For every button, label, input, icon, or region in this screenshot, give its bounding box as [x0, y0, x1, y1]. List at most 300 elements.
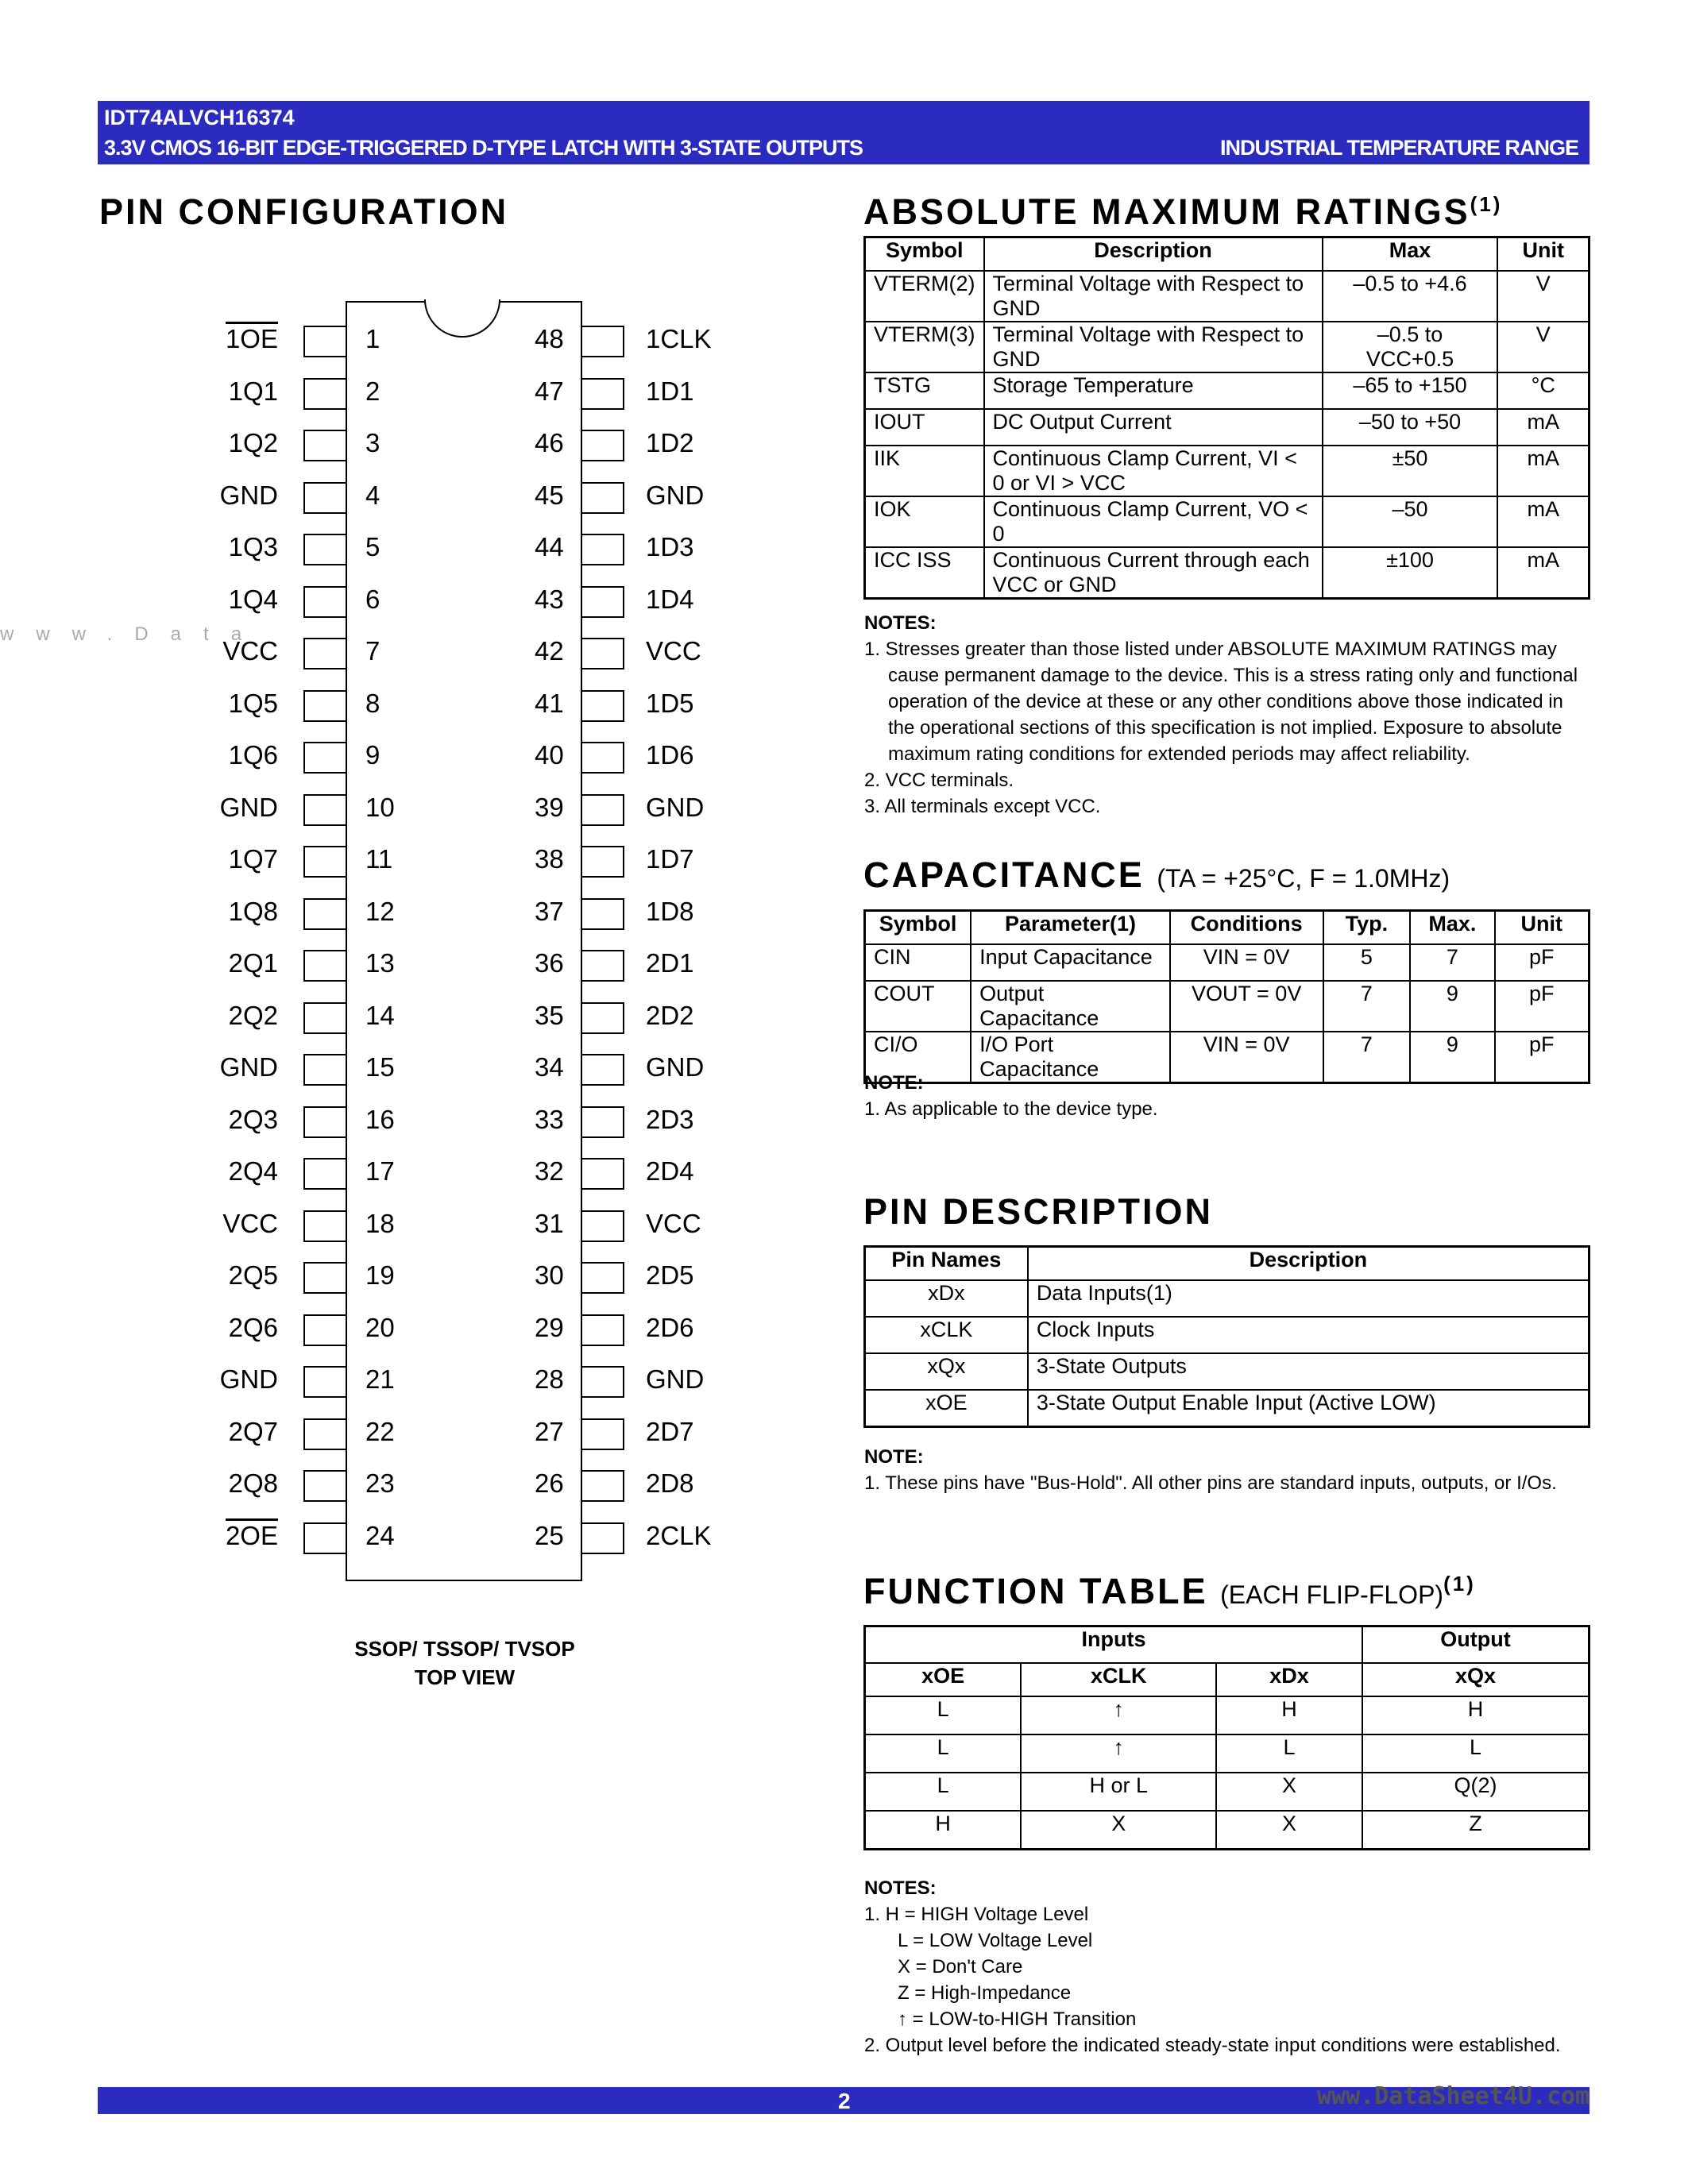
pin-name-text: GND: [219, 1364, 278, 1394]
pin-number: 42: [535, 636, 564, 666]
column-header: xDx: [1216, 1663, 1362, 1696]
pin-lead-left: [303, 1470, 346, 1502]
column-header: Unit: [1497, 237, 1589, 272]
pin-number: 8: [365, 688, 380, 718]
pin-number: 38: [535, 844, 564, 874]
pin-lead-right: [582, 1366, 624, 1398]
table-cell: pF: [1495, 1032, 1590, 1083]
pin-lead-left: [303, 586, 346, 618]
column-header: Symbol: [865, 911, 971, 945]
pin-name: [229, 740, 278, 770]
table-row: [865, 944, 1590, 981]
table-cell: TSTG: [865, 372, 984, 409]
table-row: [865, 1317, 1590, 1353]
pin-name: [229, 1260, 278, 1291]
pin-name-text: VCC: [222, 1208, 278, 1238]
pin-name: [229, 844, 278, 874]
note-line: 1. H = HIGH Voltage Level: [864, 1904, 1089, 1925]
pin-name-text: 1Q1: [228, 376, 278, 406]
pin-lead-right: [582, 1106, 624, 1138]
pin-lead-left: [303, 1314, 346, 1346]
pin-name: [220, 1364, 278, 1395]
pin-name: [229, 532, 278, 562]
function-table-notes: [864, 1875, 1589, 2059]
pin-number: 7: [365, 636, 380, 666]
table-cell: Q(2): [1362, 1773, 1589, 1811]
pin-lead-left: [303, 846, 346, 878]
notes-label: NOTES:: [864, 612, 937, 634]
table-cell: IOUT: [865, 409, 984, 446]
table-cell: CI/O: [865, 1032, 971, 1083]
table-row: [865, 1280, 1590, 1317]
table-cell: mA: [1497, 496, 1589, 547]
table-cell: IIK: [865, 446, 984, 496]
table-cell: H: [1362, 1696, 1589, 1734]
pin-name: [229, 1001, 278, 1031]
abs-max-table: [863, 236, 1590, 600]
pin-name-text: 2Q5: [228, 1260, 278, 1290]
output-group-header: Output: [1362, 1626, 1589, 1664]
table-cell: xCLK: [865, 1317, 1028, 1353]
pin-name: [222, 636, 278, 666]
column-header: Conditions: [1170, 911, 1323, 945]
pin-lead-right: [582, 1522, 624, 1554]
table-cell: mA: [1497, 446, 1589, 496]
pin-number: 18: [365, 1208, 395, 1238]
pin-lead-right: [582, 950, 624, 982]
pin-name-text: 1Q8: [228, 896, 278, 926]
notes-label: NOTES:: [864, 1877, 937, 1899]
note-line: 1. Stresses greater than those listed under ABSOLUTE MAXIMUM RATINGS may cause permanent damage to the device. This is a stress rating only and functional operation of the device at these or any other conditions above those indicated in the operational sections of this specification is not implied. Exposure to absolute maximum rating conditions for extended periods may affect reliability.: [864, 639, 1578, 765]
pin-number: 35: [535, 1000, 564, 1030]
table-cell: Continuous Clamp Current, VO < 0: [984, 496, 1323, 547]
pin-name: GND: [646, 792, 705, 822]
pin-lead-right: [582, 794, 624, 826]
pin-config-title: PIN CONFIGURATION: [99, 191, 509, 232]
column-header: xQx: [1362, 1663, 1589, 1696]
pin-number: 2: [365, 376, 380, 406]
pin-number: 1: [365, 324, 380, 353]
pin-name: [222, 1209, 278, 1239]
table-cell: VTERM(3): [865, 322, 984, 372]
pin-lead-right: [582, 846, 624, 878]
pin-lead-right: [582, 430, 624, 461]
table-row: [865, 1773, 1590, 1811]
table-row: [865, 446, 1590, 496]
table-cell: DC Output Current: [984, 409, 1323, 446]
table-cell: ICC ISS: [865, 547, 984, 599]
pin-number: 48: [535, 324, 564, 353]
pin-lead-right: [582, 1314, 624, 1346]
pin-lead-right: [582, 1418, 624, 1450]
table-cell: VTERM(2): [865, 271, 984, 322]
note-line: 2. Output level before the indicated steady-state input conditions were established.: [864, 2035, 1561, 2056]
pin-lead-right: [582, 690, 624, 722]
pin-name: GND: [646, 480, 705, 510]
pin-number: 45: [535, 480, 564, 510]
pin-lead-right: [582, 326, 624, 357]
pin-name: [226, 324, 278, 354]
table-cell: 7: [1323, 1032, 1411, 1083]
pin-lead-left: [303, 950, 346, 982]
pin-name: 2D3: [646, 1104, 694, 1134]
column-header: Max: [1323, 237, 1498, 272]
pin-desc-title: PIN DESCRIPTION: [863, 1191, 1214, 1232]
pin-name: [229, 376, 278, 407]
pin-lead-right: [582, 1054, 624, 1086]
pin-number: 43: [535, 584, 564, 614]
pin-name-text: GND: [219, 792, 278, 822]
pin-lead-left: [303, 742, 346, 774]
capacitance-notes: [864, 1070, 1589, 1122]
column-header: Description: [984, 237, 1323, 272]
table-cell: L: [1216, 1734, 1362, 1773]
pin-name: 1CLK: [646, 324, 712, 353]
pin-lead-right: [582, 1210, 624, 1242]
pin-name: 1D1: [646, 376, 694, 406]
table-cell: VIN = 0V: [1170, 1032, 1323, 1083]
table-cell: ↑: [1021, 1734, 1216, 1773]
package-caption: [306, 1634, 624, 1692]
pin-number: 36: [535, 948, 564, 978]
pin-number: 46: [535, 428, 564, 457]
pin-lead-left: [303, 1418, 346, 1450]
column-header: Parameter(1): [971, 911, 1170, 945]
pin-name-text: 2Q1: [228, 948, 278, 978]
table-cell: 3-State Outputs: [1028, 1353, 1590, 1390]
pin-name: [229, 1468, 278, 1499]
pin-number: 16: [365, 1104, 395, 1134]
pin-name: 1D8: [646, 896, 694, 926]
table-cell: Terminal Voltage with Respect to GND: [984, 271, 1323, 322]
table-cell: mA: [1497, 409, 1589, 446]
pin-name: 2D7: [646, 1416, 694, 1446]
pin-name: 1D3: [646, 532, 694, 561]
pin-lead-right: [582, 534, 624, 565]
function-table: [863, 1625, 1590, 1850]
column-header: Typ.: [1323, 911, 1411, 945]
pin-name: 1D2: [646, 428, 694, 457]
pin-number: 28: [535, 1364, 564, 1394]
pin-number: 3: [365, 428, 380, 457]
table-cell: V: [1497, 271, 1589, 322]
table-row: [865, 1696, 1590, 1734]
pin-number: 47: [535, 376, 564, 406]
table-cell: H or L: [1021, 1773, 1216, 1811]
abs-max-notes: [864, 610, 1589, 820]
note-text: 1. As applicable to the device type.: [864, 1098, 1158, 1120]
table-cell: –50 to +50: [1323, 409, 1498, 446]
pin-number: 22: [365, 1416, 395, 1446]
table-cell: Data Inputs(1): [1028, 1280, 1590, 1317]
table-cell: xQx: [865, 1353, 1028, 1390]
pin-name-text: 1Q2: [228, 428, 278, 457]
table-cell: VIN = 0V: [1170, 944, 1323, 981]
note-line: X = Don't Care: [898, 1956, 1023, 1978]
capacitance-title: CAPACITANCE (TA = +25°C, F = 1.0MHz): [863, 855, 1450, 895]
pin-number: 27: [535, 1416, 564, 1446]
pin-number: 17: [365, 1156, 395, 1186]
table-cell: IOK: [865, 496, 984, 547]
pin-name: 2CLK: [646, 1520, 712, 1550]
pin-name-text: 2Q4: [228, 1156, 278, 1186]
table-cell: V: [1497, 322, 1589, 372]
table-cell: I/O Port Capacitance: [971, 1032, 1170, 1083]
table-row: [865, 1390, 1590, 1427]
pin-lead-left: [303, 534, 346, 565]
table-cell: °C: [1497, 372, 1589, 409]
pin-name: [229, 1417, 278, 1447]
pin-name-text: 1Q6: [228, 740, 278, 770]
inputs-group-header: Inputs: [865, 1626, 1363, 1664]
table-cell: 5: [1323, 944, 1411, 981]
table-cell: ↑: [1021, 1696, 1216, 1734]
table-row: [865, 496, 1590, 547]
pin-number: 6: [365, 584, 380, 614]
pin-number: 34: [535, 1052, 564, 1082]
pin-name: GND: [646, 1364, 705, 1394]
pin-number: 11: [365, 844, 393, 874]
pin-name: [229, 1156, 278, 1187]
table-cell: H: [865, 1811, 1022, 1850]
pin-name-text: 2Q6: [228, 1312, 278, 1342]
table-cell: 3-State Output Enable Input (Active LOW): [1028, 1390, 1590, 1427]
pin-desc-table: [863, 1245, 1590, 1428]
pin-name-text: 2Q7: [228, 1416, 278, 1446]
table-cell: Terminal Voltage with Respect to GND: [984, 322, 1323, 372]
pin-lead-left: [303, 482, 346, 514]
table-cell: –0.5 to VCC+0.5: [1323, 322, 1498, 372]
table-row: [865, 271, 1590, 322]
pin-name-text: 2Q2: [228, 1000, 278, 1030]
capacitance-table: [863, 909, 1590, 1084]
table-row: [865, 1353, 1590, 1390]
table-cell: CIN: [865, 944, 971, 981]
pin-lead-left: [303, 1158, 346, 1190]
table-row: [865, 1734, 1590, 1773]
note-line: L = LOW Voltage Level: [898, 1930, 1093, 1951]
pin-lead-left: [303, 1366, 346, 1398]
table-cell: Continuous Clamp Current, VI < 0 or VI > VCC: [984, 446, 1323, 496]
note-line: 3. All terminals except VCC.: [864, 796, 1101, 817]
note-line: 2. VCC terminals.: [864, 770, 1014, 791]
pin-name: 2D5: [646, 1260, 694, 1290]
pin-number: 33: [535, 1104, 564, 1134]
table-cell: xOE: [865, 1390, 1028, 1427]
pin-lead-right: [582, 898, 624, 930]
table-cell: Z: [1362, 1811, 1589, 1850]
pin-name: 2D8: [646, 1468, 694, 1498]
pin-name: [229, 689, 278, 719]
pin-lead-left: [303, 638, 346, 669]
pin-lead-right: [582, 1158, 624, 1190]
pin-name: [229, 897, 278, 927]
site-watermark: www.DataSheet4U.com: [1317, 2082, 1590, 2110]
table-cell: –50: [1323, 496, 1498, 547]
part-number: IDT74ALVCH16374: [104, 106, 295, 129]
pin-name: 2D4: [646, 1156, 694, 1186]
pin-name-text: 1Q3: [228, 532, 278, 561]
pin-lead-left: [303, 430, 346, 461]
note-label: NOTE:: [864, 1446, 924, 1468]
pin-lead-right: [582, 742, 624, 774]
pin-name-text: GND: [219, 1052, 278, 1082]
pin-number: 44: [535, 532, 564, 561]
pin-number: 23: [365, 1468, 395, 1498]
table-cell: 7: [1323, 981, 1411, 1032]
pin-number: 13: [365, 948, 395, 978]
pin-name-text: 2Q8: [228, 1468, 278, 1498]
pin-name: 1D4: [646, 584, 694, 614]
pin-lead-left: [303, 898, 346, 930]
table-cell: L: [1362, 1734, 1589, 1773]
page-number: 2: [838, 2089, 851, 2113]
page-header: [98, 101, 1590, 164]
column-header: Max.: [1410, 911, 1494, 945]
pin-name: [229, 585, 278, 615]
pin-lead-left: [303, 1106, 346, 1138]
function-table-title: FUNCTION TABLE (EACH FLIP-FLOP)$^{(1)}$: [863, 1571, 1476, 1611]
table-row: [865, 409, 1590, 446]
pin-number: 10: [365, 792, 395, 822]
table-cell: pF: [1495, 981, 1590, 1032]
pin-name: 2D6: [646, 1312, 694, 1342]
table-cell: –0.5 to +4.6: [1323, 271, 1498, 322]
table-cell: ±50: [1323, 446, 1498, 496]
note-line: Z = High-Impedance: [898, 1982, 1072, 2004]
pin-number: 25: [535, 1520, 564, 1550]
abs-max-title: ABSOLUTE MAXIMUM RATINGS$^{(1)}$: [863, 191, 1503, 232]
package-name: SSOP/ TSSOP/ TVSOP: [354, 1637, 575, 1661]
pin-name-text: 1Q5: [228, 688, 278, 718]
pin-name: [220, 1052, 278, 1082]
pin-desc-notes: [864, 1444, 1589, 1496]
note-text: 1. These pins have "Bus-Hold". All other pins are standard inputs, outputs, or I/Os.: [864, 1472, 1557, 1494]
table-cell: Continuous Current through each VCC or GND: [984, 547, 1323, 599]
pin-name-text: 1Q4: [228, 584, 278, 614]
table-cell: ±100: [1323, 547, 1498, 599]
temperature-range: INDUSTRIAL TEMPERATURE RANGE: [1219, 136, 1578, 160]
note-label: NOTE:: [864, 1072, 924, 1094]
pin-name-text: VCC: [222, 636, 278, 666]
table-cell: –65 to +150: [1323, 372, 1498, 409]
pin-name-text: 1Q7: [228, 844, 278, 874]
pin-lead-right: [582, 1262, 624, 1294]
table-cell: X: [1216, 1811, 1362, 1850]
pin-lead-right: [582, 482, 624, 514]
pin-lead-right: [582, 638, 624, 669]
table-cell: X: [1021, 1811, 1216, 1850]
package-view: TOP VIEW: [414, 1665, 516, 1689]
pin-lead-left: [303, 1262, 346, 1294]
pin-name-text: 1OE: [225, 324, 278, 353]
table-row: [865, 372, 1590, 409]
pin-name: [229, 1105, 278, 1135]
pin-number: 40: [535, 740, 564, 770]
pin-number: 24: [365, 1520, 395, 1550]
pin-name: 1D6: [646, 740, 694, 770]
pin-number: 19: [365, 1260, 395, 1290]
table-cell: 9: [1410, 981, 1494, 1032]
pin-lead-left: [303, 1210, 346, 1242]
note-line: ↑ = LOW-to-HIGH Transition: [898, 2008, 1137, 2030]
pin-name: VCC: [646, 1208, 701, 1238]
pin-lead-left: [303, 794, 346, 826]
table-row: [865, 981, 1590, 1032]
pin-name: VCC: [646, 636, 701, 666]
column-header: Symbol: [865, 237, 984, 272]
table-cell: pF: [1495, 944, 1590, 981]
pin-lead-left: [303, 690, 346, 722]
pin-number: 37: [535, 896, 564, 926]
table-row: [865, 322, 1590, 372]
pin-lead-left: [303, 1054, 346, 1086]
pin-name-text: 2Q3: [228, 1104, 278, 1134]
pin-number: 12: [365, 896, 395, 926]
table-cell: 9: [1410, 1032, 1494, 1083]
table-cell: Storage Temperature: [984, 372, 1323, 409]
pin-number: 29: [535, 1312, 564, 1342]
pin-number: 30: [535, 1260, 564, 1290]
table-cell: X: [1216, 1773, 1362, 1811]
pin-name-text: 2OE: [225, 1520, 278, 1550]
pin-name: 2D1: [646, 948, 694, 978]
pin-lead-right: [582, 586, 624, 618]
table-cell: H: [1216, 1696, 1362, 1734]
pin-lead-right: [582, 1002, 624, 1034]
column-header: Pin Names: [865, 1247, 1028, 1281]
column-header: Unit: [1495, 911, 1590, 945]
pin-number: 21: [365, 1364, 395, 1394]
column-header: xOE: [865, 1663, 1022, 1696]
pin-number: 31: [535, 1208, 564, 1238]
table-cell: COUT: [865, 981, 971, 1032]
column-header: xCLK: [1021, 1663, 1216, 1696]
table-cell: 7: [1410, 944, 1494, 981]
table-cell: L: [865, 1734, 1022, 1773]
pin-name: GND: [646, 1052, 705, 1082]
side-watermark: www.Data: [0, 623, 265, 645]
column-header: Description: [1028, 1247, 1590, 1281]
pin-number: 41: [535, 688, 564, 718]
pin-name: [229, 1313, 278, 1343]
table-cell: Clock Inputs: [1028, 1317, 1590, 1353]
pin-name: [220, 480, 278, 511]
pin-name-text: GND: [219, 480, 278, 510]
table-cell: L: [865, 1696, 1022, 1734]
pin-name: [226, 1521, 278, 1551]
pin-number: 14: [365, 1000, 395, 1030]
table-cell: Input Capacitance: [971, 944, 1170, 981]
table-cell: mA: [1497, 547, 1589, 599]
pin-lead-left: [303, 1002, 346, 1034]
pin-lead-left: [303, 378, 346, 410]
pin-number: 4: [365, 480, 380, 510]
pin-number: 20: [365, 1312, 395, 1342]
pin-number: 39: [535, 792, 564, 822]
pin-name: [229, 428, 278, 458]
pin-number: 5: [365, 532, 380, 561]
table-cell: Output Capacitance: [971, 981, 1170, 1032]
pin-lead-left: [303, 1522, 346, 1554]
doc-subtitle: 3.3V CMOS 16-BIT EDGE-TRIGGERED D-TYPE LATCH WITH 3-STATE OUTPUTS: [104, 136, 863, 160]
pin-number: 15: [365, 1052, 395, 1082]
pin-name: 1D7: [646, 844, 694, 874]
pin-name: 1D5: [646, 688, 694, 718]
pin-name: 2D2: [646, 1000, 694, 1030]
pin-number: 32: [535, 1156, 564, 1186]
table-cell: xDx: [865, 1280, 1028, 1317]
